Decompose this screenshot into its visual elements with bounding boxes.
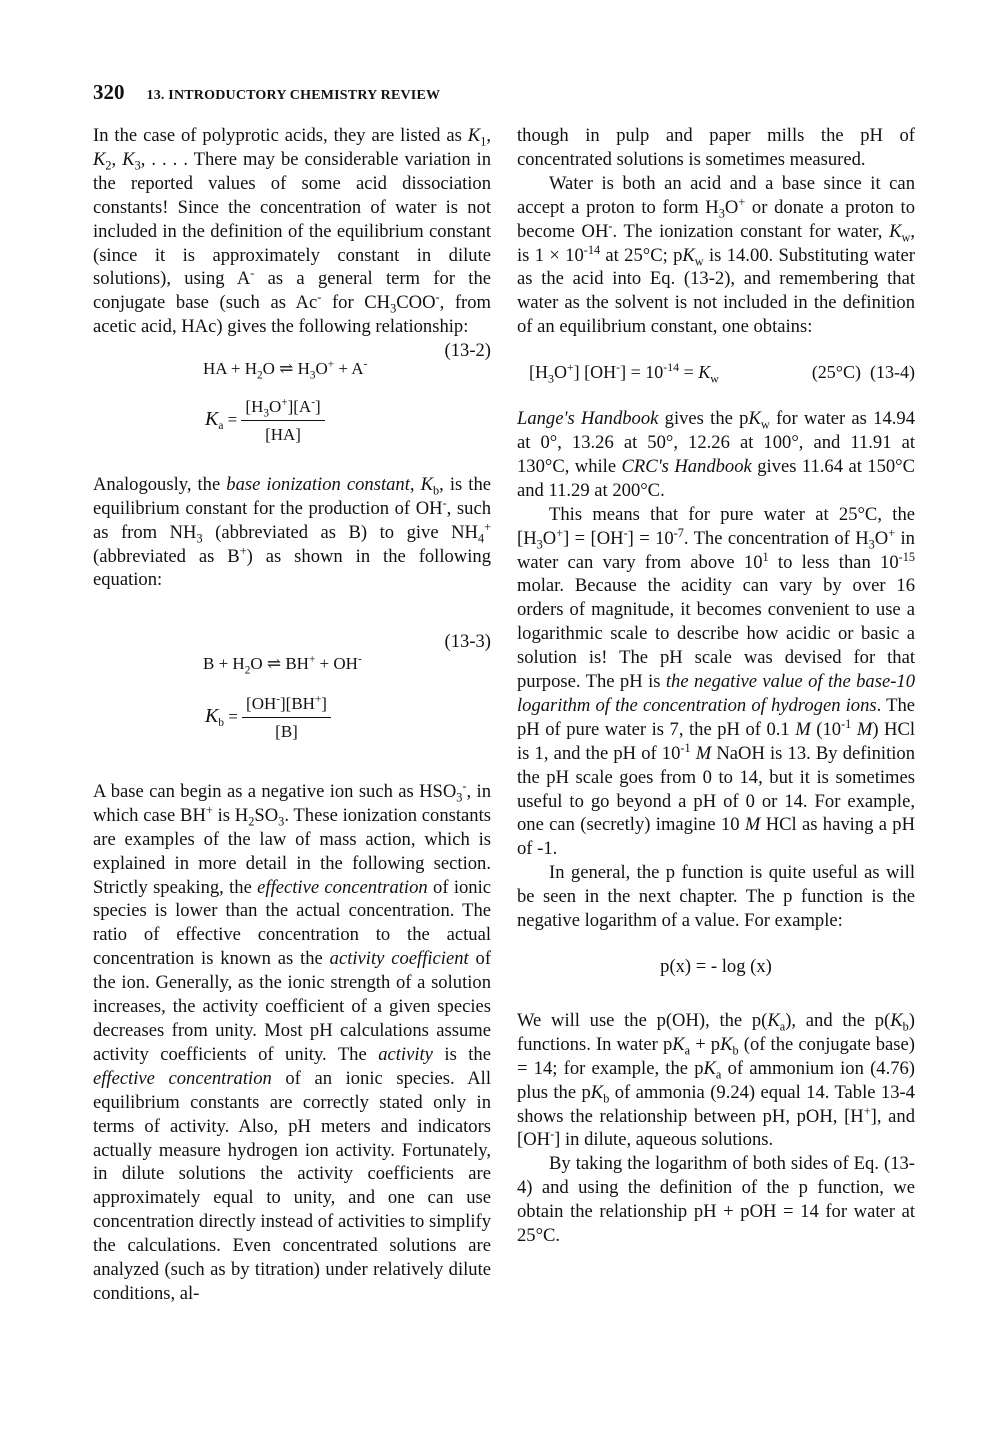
paragraph: though in pulp and paper mills the pH of concentrated solutions is sometimes measured.	[517, 125, 915, 170]
paragraph: This means that for pure water at 25°C, the $[H_3O^+] = [OH^-] = 10^{-7}$. The concentration of $H_3O^+$ in water can vary from above $10^1$ to less than $10^{-15}$ molar. Because the acidity can vary by over 16 orders of magnitude, it becomes convenient to use a logarithmic scale to describe how acidic or basic a solution is! The pH scale was devised for that purpose. The pH is the negative value of the base-10 logarithm of the concentration of hydrogen ions. The pH of pure water is 7, the pH of 0.1 M ($10^{-1}$ M) HCl is 1, and the pH of $10^{-1}$ M NaOH is 13. By definition the pH scale goes from 0 to 14, but it is sometimes useful to go beyond a pH of 0 or 14. For example, one can (secretly) imagine 10 M HCl as having a pH of -1.	[517, 503, 916, 860]
equation-number: (13-4)	[870, 362, 915, 383]
equation-13-3-reaction: $B + H_2O$ ⇌ BH+ + OH-	[203, 653, 362, 677]
paragraph: By taking the logarithm of both sides of Eq. (13-4) and using the definition of the p function, we obtain the relationship pH + pOH = 14 for water at 25°C.	[517, 1153, 915, 1247]
equation-13-2-reaction: HA + $H_2O$ ⇌ $H_3O^+ + A^-$	[203, 358, 368, 382]
equation-ka: $K_a$ = $\frac{[H_3O^+][A^-]}{[HA]}$	[93, 395, 491, 447]
equation-kb: $K_b$ = $\frac{[OH^-][BH^+]}{[B]}$	[93, 692, 491, 744]
paragraph: A base can begin as a negative ion such as $HSO_3^-$, in which case BH+ is $H_2SO_3$. These ionization constants are examples of the law of mass action, which is explained in more detail in the following section. Strictly speaking, the effective concentration of ionic species is lower than the actual concentration. The ratio of effective concentration to the actual concentration is known as the activity coefficient of the ion. Generally, as the ionic strength of a solution increases, the activity coefficient of a given species decreases from unity. Most pH calculations assume activity coefficients of unity. The activity is the effective concentration of an ionic species. All equilibrium constants are correctly stated only in terms of activity. Also, pH meters and indicators actually measure hydrogen ion activity. Fortunately, in dilute solutions the activity coefficients are approximately equal to unity, and one can use concentration directly instead of activities to simplify the calculations. Even concentrated solutions are analyzed (such as by titration) under relatively dilute conditions, al-	[93, 778, 492, 1304]
paragraph: In the case of polyprotic acids, they are listed as $K_1$, $K_2$, $K_3$, . . . . There may be considerable variation in the reported values of some acid dissociation constants! Since the concentration of water is not included in the definition of the equilibrium constant (since it is approximately constant in dilute solutions), using A- as a general term for the conjugate base (such as Ac- for $CH_3COO^-$, from acetic acid, HAc) gives the following relationship:	[93, 125, 492, 338]
running-title: 13. INTRODUCTORY CHEMISTRY REVIEW	[146, 88, 441, 103]
left-column	[93, 124, 491, 1306]
paragraph: In general, the p function is quite useful as will be seen in the next chapter. The p function is the negative logarithm of a value. For example:	[517, 862, 915, 932]
equation-13-4: $[H_3O^+] [OH^-] = 10^{-14} = K_w$ (25°C) (13-4)	[529, 360, 915, 386]
paragraph: We will use the p(OH), the $p(K_a)$, and the $p(K_b)$ functions. In water $pK_a + pK_b$ (of the conjugate base) = 14; for example, the $pK_a$ of ammonium ion (4.76) plus the $pK_b$ of ammonia (9.24) equal 14. Table 13-4 shows the relationship between pH, pOH, [H+], and [OH-] in dilute, aqueous solutions.	[517, 1009, 915, 1151]
page-number: 320	[93, 80, 125, 104]
equation-condition: (25°C)	[811, 362, 862, 383]
equation-p-function: p(x) = - log (x)	[660, 956, 772, 977]
page-header	[93, 80, 440, 105]
right-column	[517, 124, 915, 1248]
paragraph: Water is both an acid and a base since it can accept a proton to form $H_3O^+$ or donate a proton to become OH-. The ionization constant for water, $K_w$, is $1 \times 10^{-14}$ at 25°C; $pK_w$ is 14.00. Substituting water as the acid into Eq. (13-2), and remembering that water as the solvent is not included in the definition of an equilibrium constant, one obtains:	[517, 172, 915, 338]
equation-number: (13-2)	[444, 340, 491, 362]
equation-number: (13-3)	[444, 631, 491, 653]
paragraph: Analogously, the base ionization constant, $K_b$, is the equilibrium constant for the production of OH-, such as from $NH_3$ (abbreviated as B) to give $NH_4^+$ (abbreviated as B+) as shown in the following equation:	[93, 473, 491, 591]
paragraph: Lange's Handbook gives the $pK_w$ for water as 14.94 at 0°, 13.26 at 50°, 12.26 at 100°, and 11.91 at 130°C, while CRC's Handbook gives 11.64 at 150°C and 11.29 at 200°C.	[517, 408, 916, 501]
